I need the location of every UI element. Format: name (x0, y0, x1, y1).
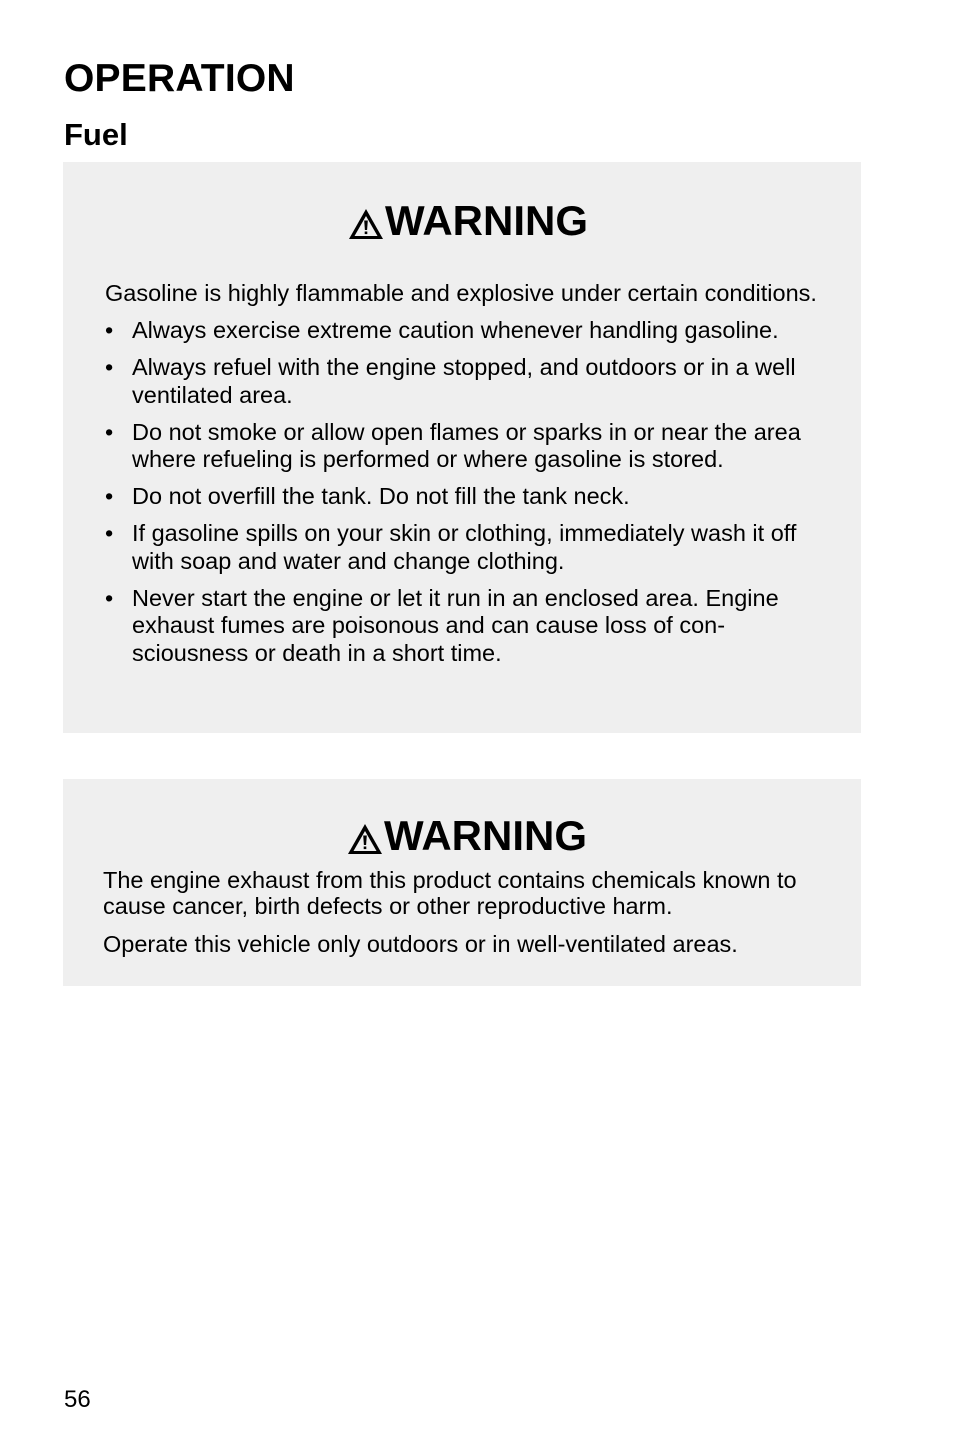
list-item: • Do not overfill the tank. Do not fill the tank neck. (105, 483, 831, 511)
warning-intro: Gasoline is highly flammable and explosive under certain conditions. (105, 280, 817, 306)
warning-heading-text: WARNING (384, 812, 587, 859)
warning-bullet-list (105, 317, 831, 667)
warning-heading-text: WARNING (385, 197, 588, 244)
warning-heading (105, 194, 831, 248)
page-number: 56 (64, 1386, 91, 1413)
list-item: • Never start the engine or let it run in an enclosed area. Engine exhaust fumes are poisonous and can cause loss of con-sciousness or death in a short time. (105, 585, 831, 668)
warning-triangle-icon (348, 208, 384, 240)
section-title: OPERATION (64, 57, 295, 100)
list-item: • Always exercise extreme caution whenever handling gasoline. (105, 317, 831, 345)
exhaust-warning-box (63, 779, 861, 986)
list-item: • If gasoline spills on your skin or clothing, immediately wash it off with soap and water and change clothing. (105, 520, 831, 575)
warning-heading (103, 809, 831, 863)
fuel-warning-box (63, 162, 861, 733)
warning-paragraph: The engine exhaust from this product contains chemicals known to cause cancer, birth defects or other reproductive harm. (103, 867, 797, 919)
warning-paragraph: Operate this vehicle only outdoors or in well-ventilated areas. (103, 931, 738, 957)
list-item: • Do not smoke or allow open flames or sparks in or near the area where refueling is performed or where gasoline is stored. (105, 419, 831, 474)
subsection-title: Fuel (64, 117, 128, 152)
warning-triangle-icon (347, 823, 383, 855)
list-item: • Always refuel with the engine stopped, and outdoors or in a well ventilated area. (105, 354, 831, 409)
